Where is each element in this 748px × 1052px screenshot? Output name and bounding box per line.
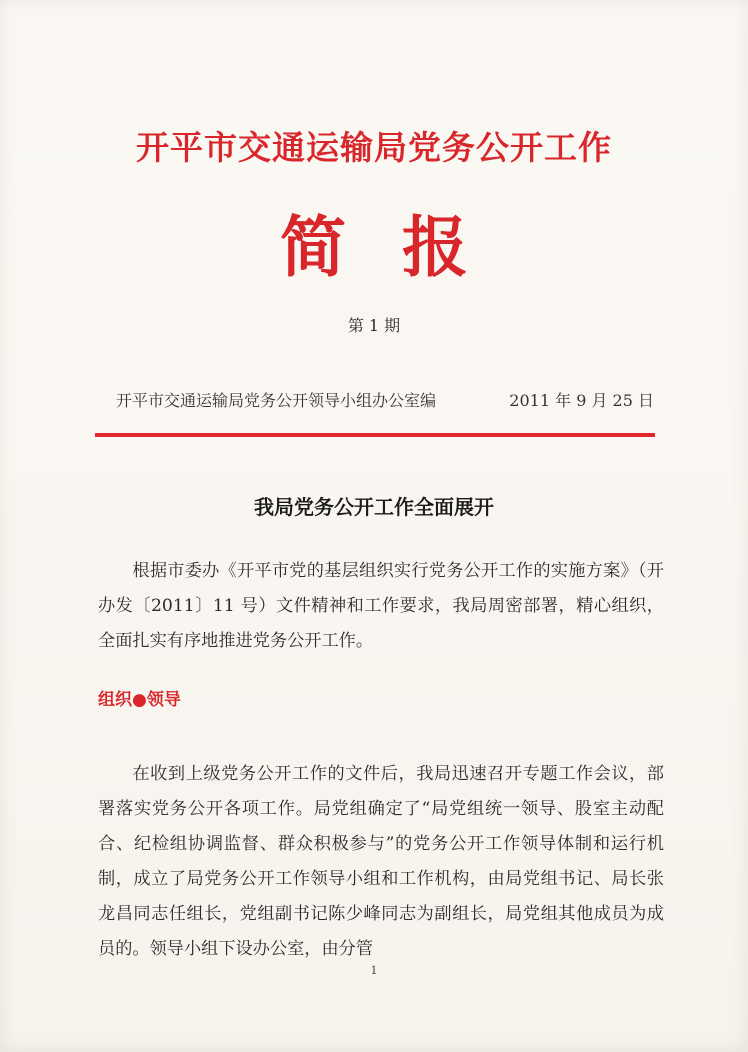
- masthead-meta: [116, 389, 654, 413]
- document-type-title: 简报: [280, 208, 524, 286]
- intro-paragraph: 根据市委办《开平市党的基层组织实行党务公开工作的实施方案》（开办发〔2011〕11 号）文件精神和工作要求，我局周密部署，精心组织，全面扎实有序地推进党务公开工作。: [98, 561, 664, 651]
- red-divider-line: [95, 433, 655, 437]
- section-heading: 组织●领导: [98, 690, 181, 710]
- section-paragraph: 在收到上级党务公开工作的文件后，我局迅速召开专题工作会议，部署落实党务公开各项工作。局党组确定了“局党组统一领导、股室主动配合、纪检组协调监督、群众积极参与”的党务公开工作领导体制和运行机制，成立了局党务公开工作领导小组和工作机构，由局党组书记、局长张龙昌同志任组长，党组副书记陈少峰同志为副组长，局党组其他成员为成员的。领导小组下设办公室，由分管: [98, 764, 664, 959]
- page-number: 1: [370, 964, 378, 977]
- editor-line: 开平市交通运输局党务公开领导小组办公室编: [116, 391, 437, 410]
- article-headline: 我局党务公开工作全面展开: [254, 495, 494, 519]
- issue-date: 2011 年 9 月 25 日: [509, 391, 654, 410]
- issue-number: 第 1 期: [347, 316, 401, 335]
- issuer-title: 开平市交通运输局党务公开工作: [136, 128, 612, 167]
